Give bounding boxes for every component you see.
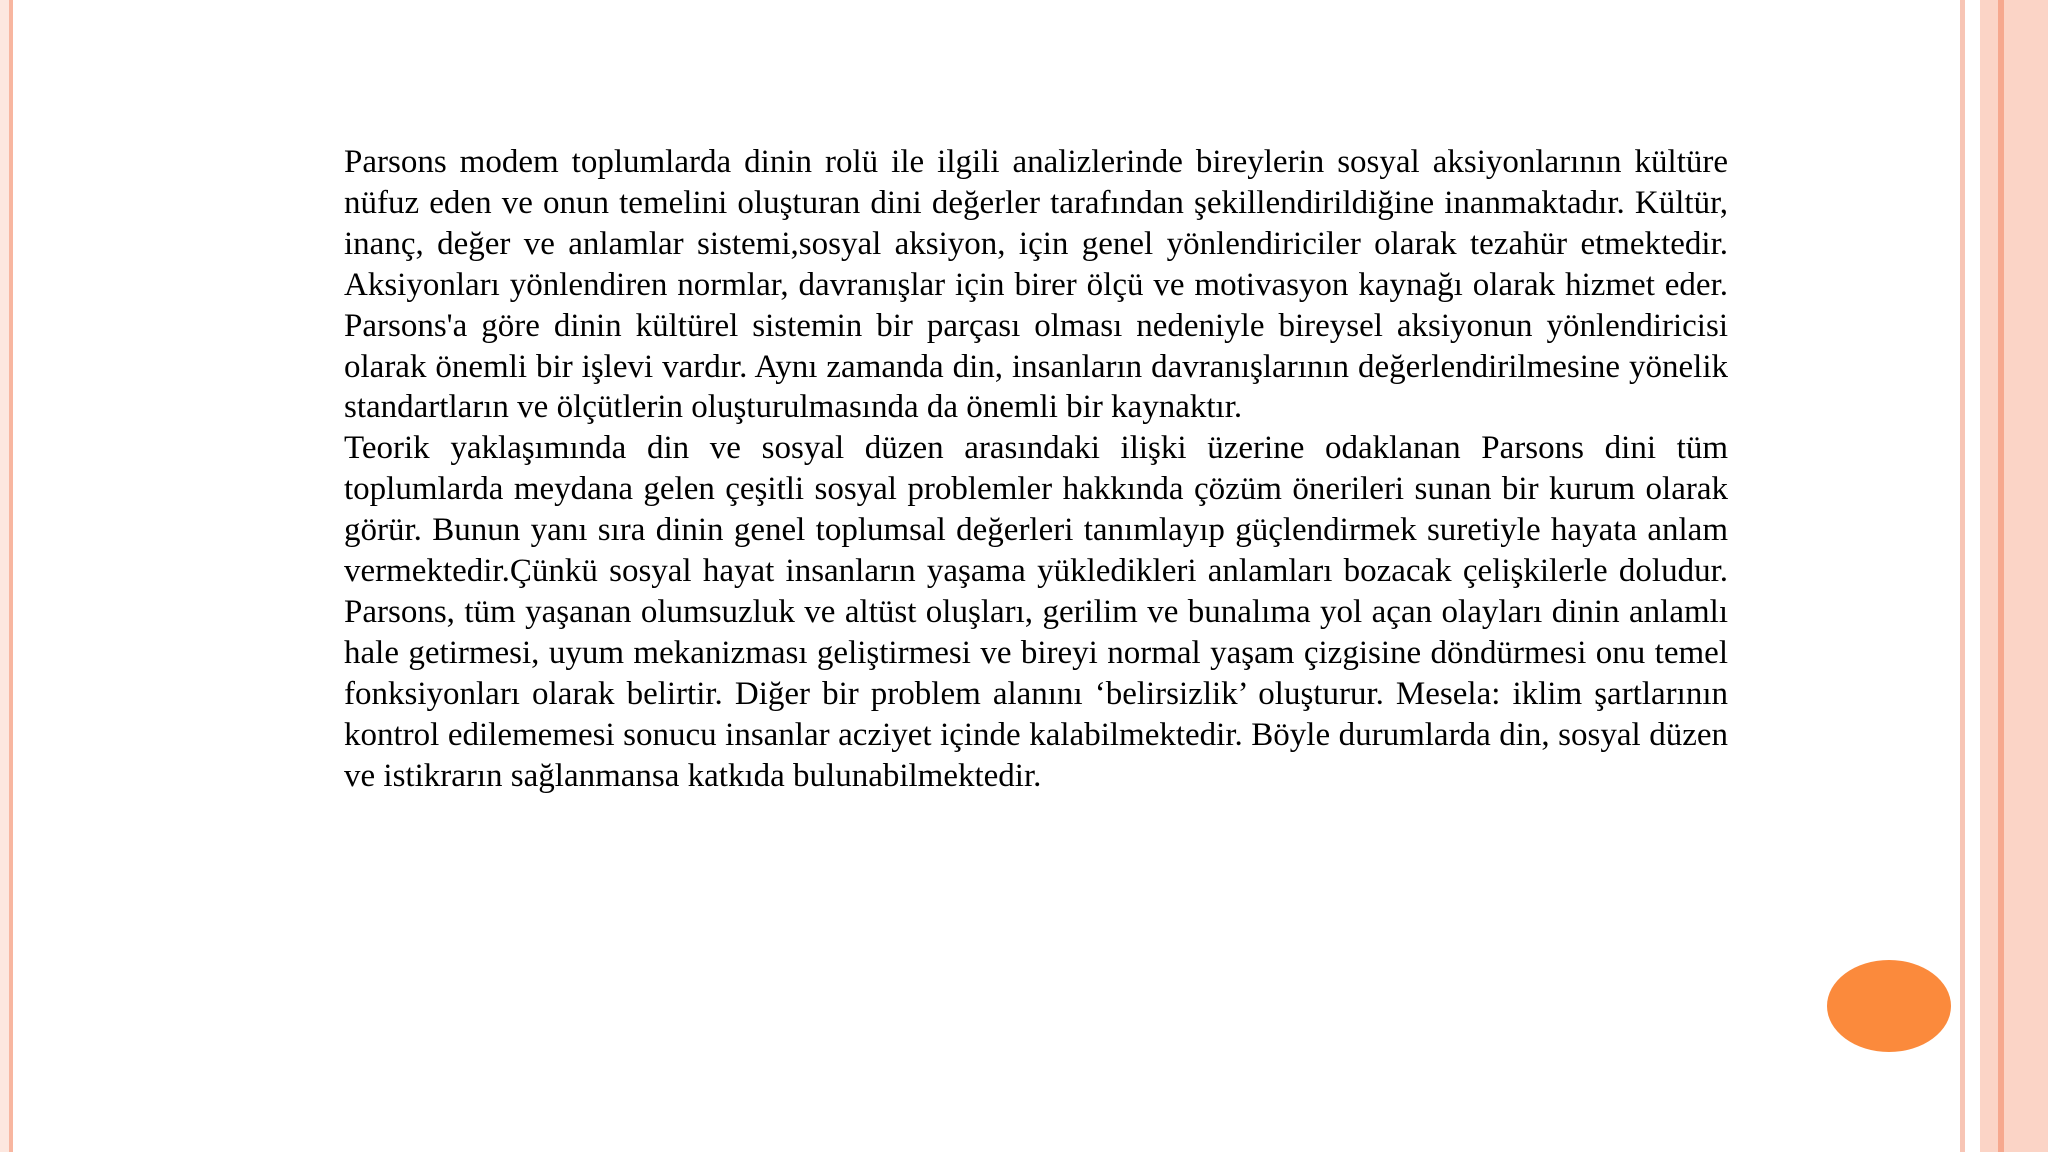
slide-body — [344, 142, 1728, 797]
paragraph-2: Teorik yaklaşımında din ve sosyal düzen arasındaki ilişki üzerine odaklanan Parsons dini tüm toplumlarda meydana gelen çeşitli sosyal problemler hakkında çözüm önerileri sunan bir kurum olarak görür. Bunun yanı sıra dinin genel toplumsal değerleri tanımlayıp güçlendirmek suretiyle hayata anlam vermektedir.Çünkü sosyal hayat insanların yaşama yükledikleri anlamları bozacak çelişkilerle doludur. Parsons, tüm yaşanan olumsuzluk ve altüst oluşları, gerilim ve bunalıma yol açan olayları dinin anlamlı hale getirmesi, uyum mekanizması geliştirmesi ve bireyi normal yaşam çizgisine döndürmesi onu temel fonksiyonları olarak belirtir. Diğer bir problem alanını ‘belirsizlik’ oluşturur. Mesela: iklim şartlarının kontrol edilememesi sonucu insanlar acziyet içinde kalabilmektedir. Böyle durumlarda din, sosyal düzen ve istikrarın sağlanmansa katkıda bulunabilmektedir. — [344, 430, 1728, 794]
orange-circle-decoration — [1827, 960, 1951, 1052]
right-decorative-border — [1956, 0, 2048, 1152]
left-decorative-border — [0, 0, 21, 1152]
paragraph-1: Parsons modem toplumlarda dinin rolü ile ilgili analizlerinde bireylerin sosyal aksiyonlarının kültüre nüfuz eden ve onun temelini oluşturan dini değerler tarafından şekillendirildiğine inanmaktadır. Kültür, inanç, değer ve anlamlar sistemi,sosyal aksiyon, için genel yönlendiriciler olarak tezahür etmektedir. Aksiyonları yönlendiren normlar, davranışlar için birer ölçü ve motivasyon kaynağı olarak hizmet eder. Parsons'a göre dinin kültürel sistemin bir parçası olması nedeniyle bireysel aksiyonun yönlendiricisi olarak önemli bir işlevi vardır. Aynı zamanda din, insanların davranışlarının değerlendirilmesine yönelik standartların ve ölçütlerin oluşturulmasında da önemli bir kaynaktır. — [344, 144, 1728, 426]
